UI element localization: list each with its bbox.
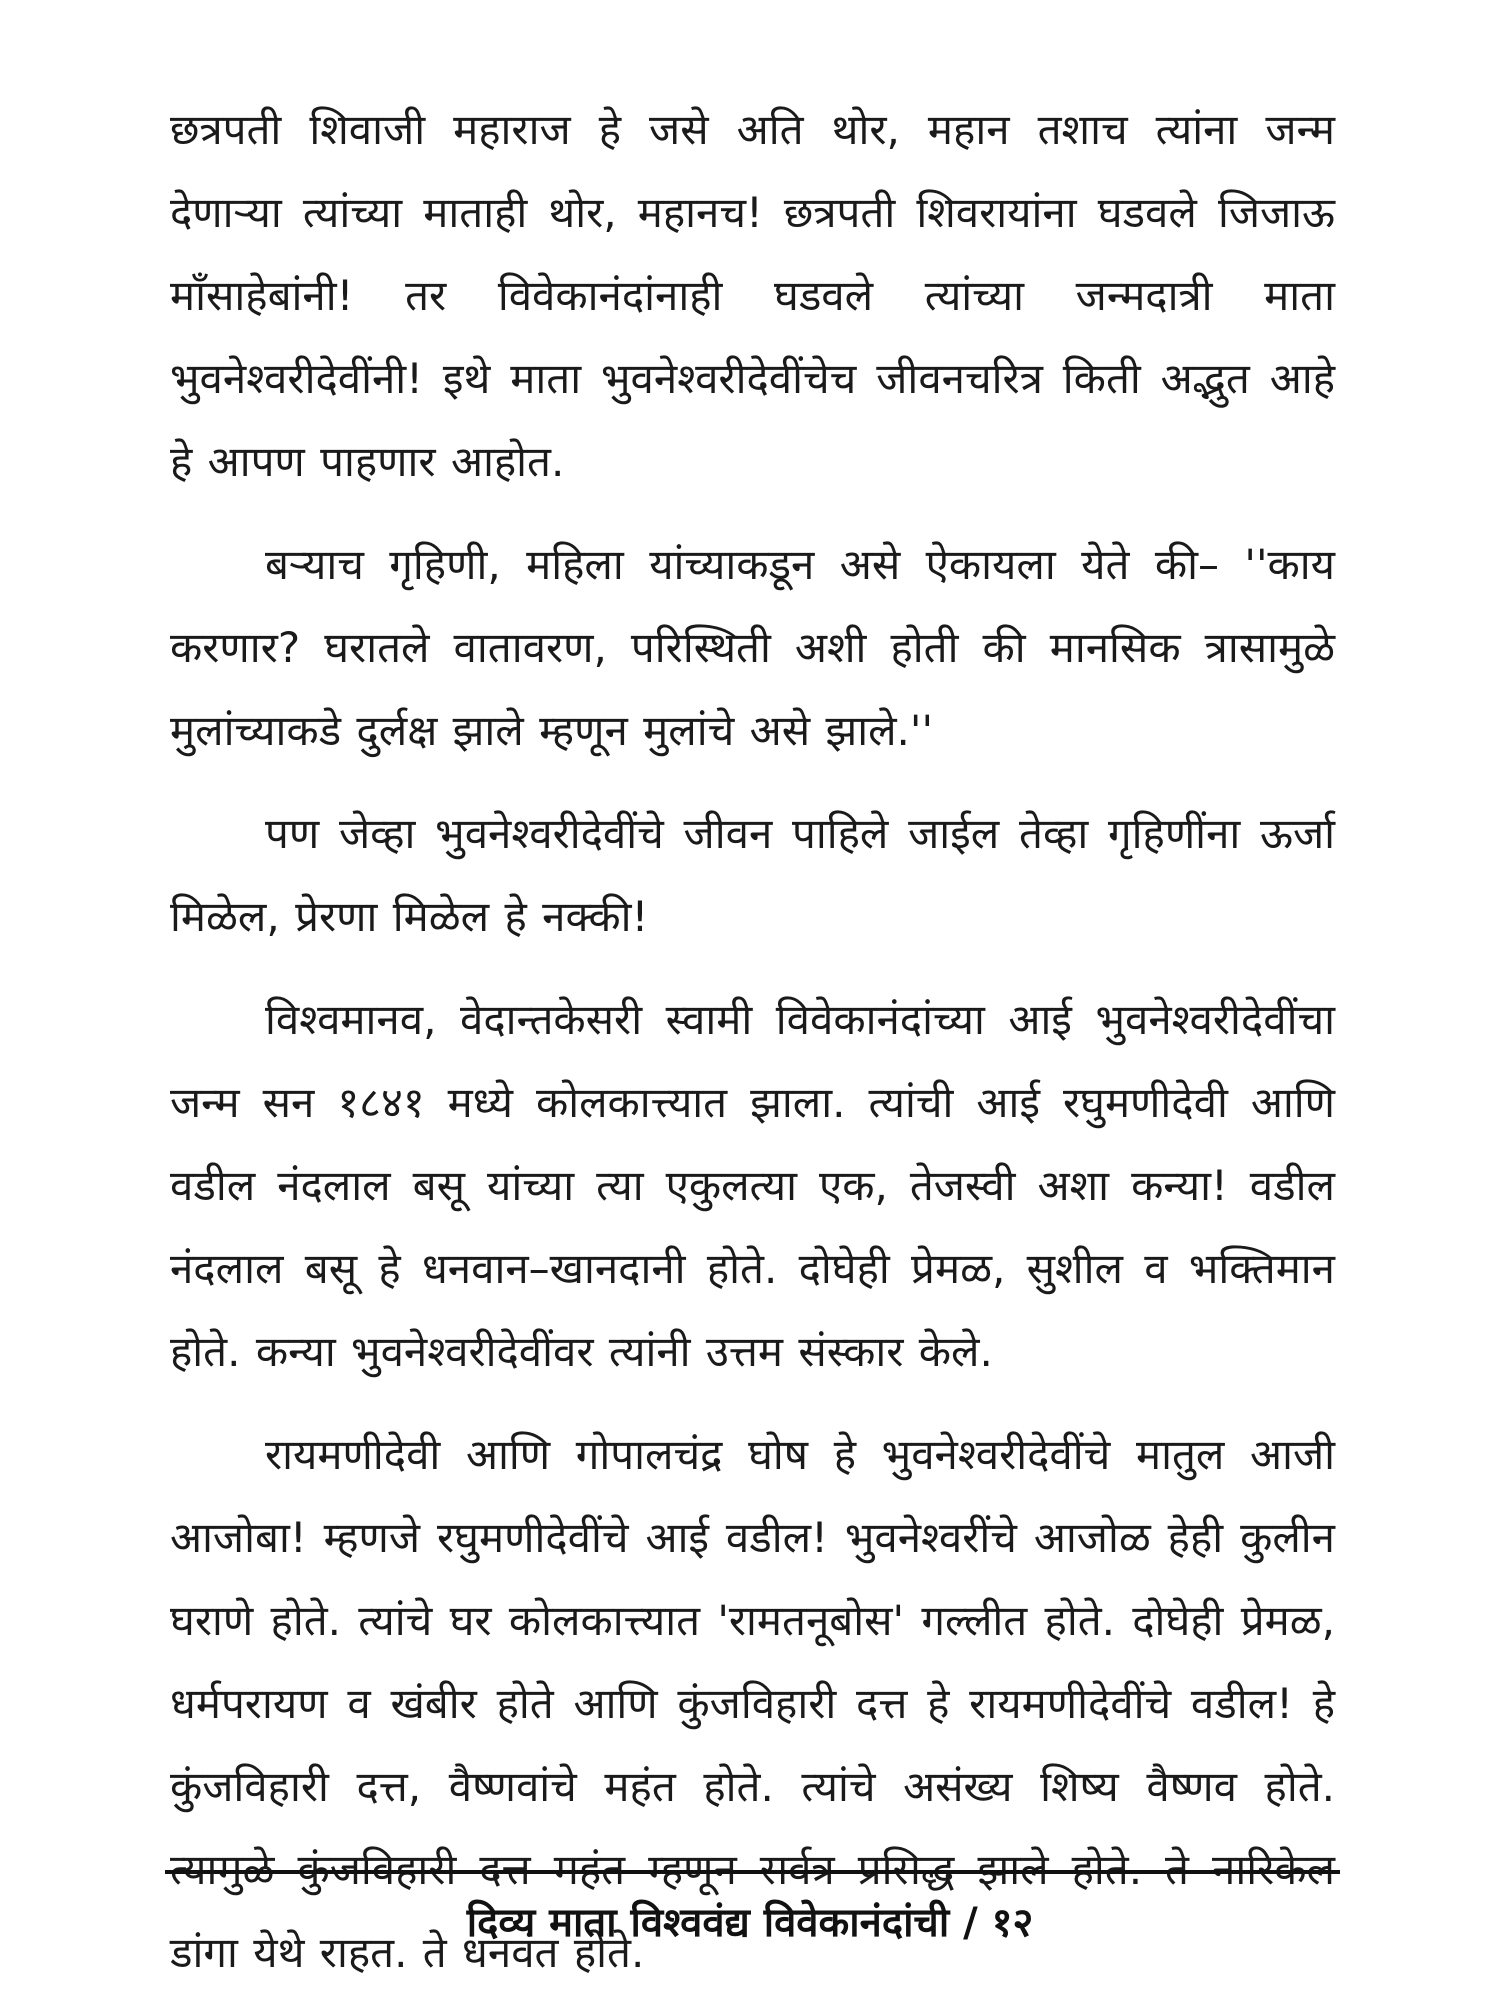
paragraph-4: विश्वमानव, वेदान्तकेसरी स्वामी विवेकानंदांच्या आई भुवनेश्वरीदेवींचा जन्म सन १८४१ मध्ये कोलकात्त्यात झाला. त्यांची आई रघुमणीदेवी आणि वडील नंदलाल बसू यांच्या त्या एकुलत्या एक, तेजस्वी अशा कन्या! वडील नंदलाल बसू हे धनवान–खानदानी होते. दोघेही प्रेमळ, सुशील व भक्तिमान होते. कन्या भुवनेश्वरीदेवींवर त्यांनी उत्तम संस्कार केले. (170, 995, 1335, 1376)
footer-divider (165, 1870, 1340, 1874)
paragraph-1: छत्रपती शिवाजी महाराज हे जसे अति थोर, महान तशाच त्यांना जन्म देणाऱ्या त्यांच्या माताही थोर, महानच! छत्रपती शिवरायांना घडवले जिजाऊ माँसाहेबांनी! तर विवेकानंदांनाही घडवले त्यांच्या जन्मदात्री माता भुवनेश्वरीदेवींनी! इथे माता भुवनेश्वरीदेवींचेच जीवनचरित्र किती अद्भुत आहे हे आपण पाहणार आहोत. (170, 105, 1335, 486)
paragraph-2: बऱ्याच गृहिणी, महिला यांच्याकडून असे ऐकायला येते की– ''काय करणार? घरातले वातावरण, परिस्थिती अशी होती की मानसिक त्रासामुळे मुलांच्याकडे दुर्लक्ष झाले म्हणून मुलांचे असे झाले.'' (170, 540, 1335, 755)
page-footer: दिव्य माता विश्ववंद्य विवेकानंदांची / १२ (466, 1900, 1034, 1946)
body-text (170, 88, 1335, 2014)
paragraph-3: पण जेव्हा भुवनेश्वरीदेवींचे जीवन पाहिले जाईल तेव्हा गृहिणींना ऊर्जा मिळेल, प्रेरणा मिळेल हे नक्की! (170, 809, 1335, 941)
paragraph-5: रायमणीदेवी आणि गोपालचंद्र घोष हे भुवनेश्वरीदेवींचे मातुल आजी आजोबा! म्हणजे रघुमणीदेवींचे आई वडील! भुवनेश्वरींचे आजोळ हेही कुलीन घराणे होते. त्यांचे घर कोलकात्त्यात 'रामतनूबोस' गल्लीत होते. दोघेही प्रेमळ, धर्मपरायण व खंबीर होते आणि कुंजविहारी दत्त हे रायमणीदेवींचे वडील! हे कुंजविहारी दत्त, वैष्णवांचे महंत होते. त्यांचे असंख्य शिष्य वैष्णव होते. त्यामुळे कुंजविहारी दत्त महंत म्हणून सर्वत्र प्रसिद्ध झाले होते. ते नारिकेल डांगा येथे राहत. ते धनवंत होते. (170, 1430, 1335, 1977)
